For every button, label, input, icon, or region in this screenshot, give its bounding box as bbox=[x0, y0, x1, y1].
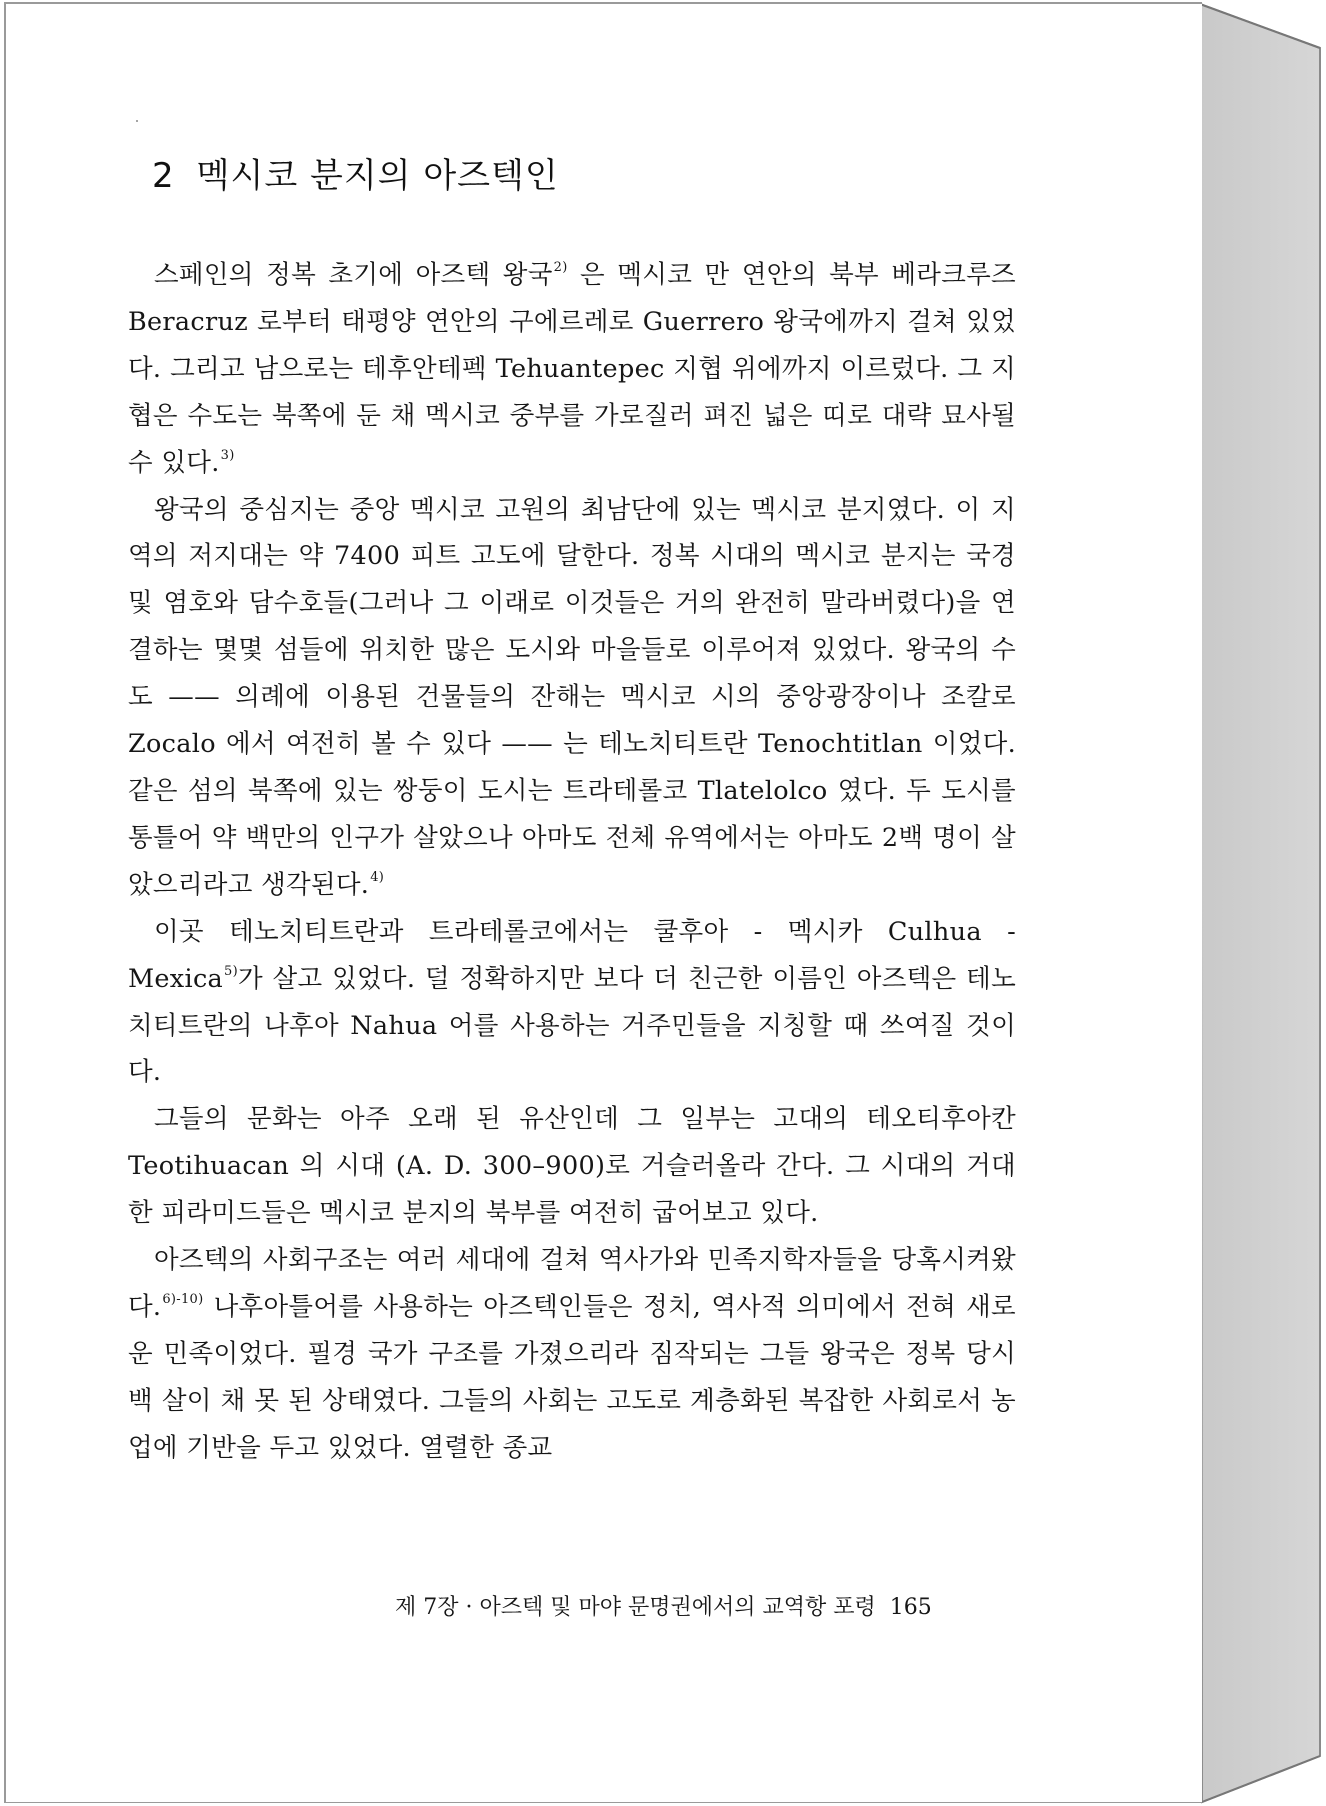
footnote-ref: 6)-10) bbox=[162, 1291, 204, 1307]
running-head: 제 7장 · 아즈텍 및 마야 문명권에서의 교역항 포령 bbox=[395, 1595, 876, 1620]
paragraph bbox=[128, 252, 1016, 487]
section-title: 멕시코 분지의 아즈텍인 bbox=[196, 156, 559, 196]
paragraph-text: 가 살고 있었다. 덜 정확하지만 보다 더 친근한 이름인 아즈텍은 테노치티트란의 나후아 Nahua 어를 사용하는 거주민들을 지칭할 때 쓰여질 것이다. bbox=[128, 963, 1016, 1088]
paragraph-text: 아즈텍의 사회구조는 여러 세대에 걸쳐 역사가와 민족지학자들을 당혹시켜왔다. bbox=[128, 1245, 1016, 1322]
footnote-ref: 3) bbox=[220, 447, 235, 463]
paragraph bbox=[128, 1096, 1016, 1237]
paragraph-text: 스페인의 정복 초기에 아즈텍 왕국 bbox=[154, 260, 553, 290]
paragraph-text: 그들의 문화는 아주 오래 된 유산인데 그 일부는 고대의 테오티후아칸 Teotihuacan 의 시대 (A. D. 300–900)로 거슬러올라 간다. 그 시대의 거대한 피라미드들은 멕시코 분지의 북부를 여전히 굽어보고 있다. bbox=[128, 1104, 1016, 1229]
paragraph bbox=[128, 487, 1016, 909]
paragraph-text: 나후아틀어를 사용하는 아즈텍인들은 정치, 역사적 의미에서 전혀 새로운 민족이었다. 필경 국가 구조를 가졌으리라 짐작되는 그들 왕국은 정복 당시 백 살이 채 못 된 상태였다. 그들의 사회는 고도로 계층화된 복잡한 사회로서 농업에 기반을 두고 있었다. 열렬한 종교 bbox=[128, 1291, 1016, 1463]
paragraph bbox=[128, 1237, 1016, 1472]
body-text bbox=[128, 252, 1016, 1472]
footnote-ref: 5) bbox=[224, 963, 238, 979]
section-heading bbox=[152, 148, 559, 197]
footnote-ref: 4) bbox=[370, 869, 385, 885]
page-number: 165 bbox=[889, 1595, 932, 1620]
paragraph-text: 이곳 테노치티트란과 트라테롤코에서는 쿨후아 - 멕시카 Culhua - Mexica bbox=[128, 916, 1016, 994]
scan-speck bbox=[136, 120, 138, 122]
paragraph bbox=[128, 909, 1016, 1097]
paragraph-text: 은 멕시코 만 연안의 북부 베라크루즈 Beracruz 로부터 태평양 연안의 구에르레로 Guerrero 왕국에까지 걸쳐 있었다. 그리고 남으로는 테후안테펙 Tehuantepec 지협 위에까지 이르렀다. 그 지협은 수도는 북쪽에 둔 채 멕시코 중부를 가로질러 펴진 넓은 띠로 대략 묘사될 수 있다. bbox=[128, 260, 1016, 478]
footnote-ref: 2) bbox=[553, 260, 568, 275]
running-footer bbox=[395, 1590, 995, 1621]
section-number: 2 bbox=[152, 156, 175, 196]
paragraph-text: 왕국의 중심지는 중앙 멕시코 고원의 최남단에 있는 멕시코 분지였다. 이 지역의 저지대는 약 7400 피트 고도에 달한다. 정복 시대의 멕시코 분지는 국경 및 염호와 담수호들(그러나 그 이래로 이것들은 거의 완전히 말라버렸다)을 연결하는 몇몇 섬들에 위치한 많은 도시와 마을들로 이루어져 있었다. 왕국의 수도 —— 의례에 이용된 건물들의 잔해는 멕시코 시의 중앙광장이나 조칼로 Zocalo 에서 여전히 볼 수 있다 —— 는 테노치티트란 Tenochtitlan 이었다. 같은 섬의 북쪽에 있는 쌍둥이 도시는 트라테롤코 Tlatelolco 였다. 두 도시를 통틀어 약 백만의 인구가 살았으나 아마도 전체 유역에서는 아마도 2백 명이 살았으리라고 생각된다. bbox=[128, 494, 1016, 900]
